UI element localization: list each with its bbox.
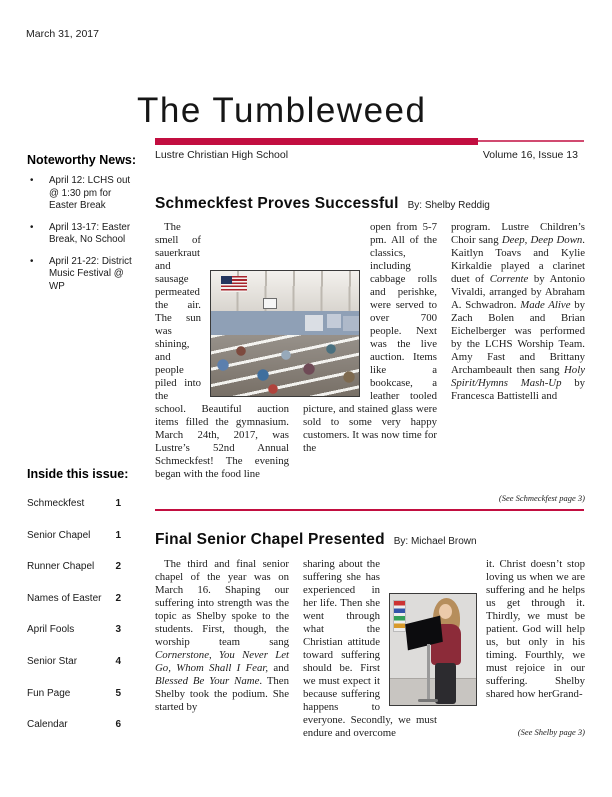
article-2-header bbox=[155, 531, 595, 549]
toc-page-number: 2 bbox=[115, 561, 121, 573]
article-1-column-2-text: open from 5-7 pm. All of the classics, including cabbage rolls and perishke, were served to over 700 people. Next was the live auction. Items like a bookcase, a leather tooled picture, and stained glass were sold to some very happy customers. It was now time for the bbox=[303, 221, 437, 454]
toc-page-number: 4 bbox=[115, 655, 121, 667]
speaker-pants bbox=[435, 663, 456, 704]
bullet-icon: • bbox=[30, 221, 34, 233]
toc-label: Calendar bbox=[27, 719, 68, 731]
music-stand-pole bbox=[427, 644, 430, 701]
toc-item bbox=[27, 560, 121, 592]
article-1-column-3 bbox=[451, 221, 585, 403]
table-of-contents bbox=[27, 497, 121, 750]
toc-label: Senior Chapel bbox=[27, 529, 91, 541]
toc-item bbox=[27, 718, 121, 750]
toc-item bbox=[27, 529, 121, 561]
article-divider-rule bbox=[155, 509, 584, 511]
article-2-column-1 bbox=[155, 558, 289, 714]
inside-this-issue-heading: Inside this issue: bbox=[27, 467, 129, 481]
noteworthy-news-list bbox=[27, 175, 133, 302]
toc-page-number: 1 bbox=[115, 529, 121, 541]
toc-label: Names of Easter bbox=[27, 592, 102, 604]
news-item bbox=[27, 222, 133, 247]
masthead-rule-thick bbox=[155, 138, 478, 145]
basketball-backboard bbox=[263, 298, 277, 309]
toc-label: April Fools bbox=[27, 624, 75, 636]
toc-page-number: 5 bbox=[115, 687, 121, 699]
article-1-column-3-text: program. Lustre Children’s Choir sang Deep, Deep Down. Kaitlyn Toavs and Kylie Kirkaldie played a clarinet duet of Corrente by Antonio Vivaldi, arranged by Abraham A. Schwadron. Made Alive by Zach Bolen and Brian Eichelberger was performed by the LCHS Worship Team. Amy Fast and Brittany Archambeault then sang Holy Spirit/Hymns Mash-Up by Francesca Battistelli and bbox=[451, 221, 585, 402]
wall-poster bbox=[393, 600, 406, 632]
toc-page-number: 1 bbox=[115, 498, 121, 509]
toc-item bbox=[27, 623, 121, 655]
article-1-column-1-text: The smell of sauerkraut and sausage permeated the air. The sun was shining, and people piled into the school. Beautiful auction items filled the gymnasium. March 24th, 2017, was Lustre’s 52nd Annual Schmeckfest! The evening began with the food line bbox=[155, 221, 289, 480]
article-1-header bbox=[155, 195, 595, 213]
toc-page-number: 2 bbox=[115, 592, 121, 604]
toc-label: Schmeckfest bbox=[27, 498, 85, 509]
bullet-icon: • bbox=[30, 255, 34, 267]
gym-wall-quilts bbox=[211, 311, 359, 335]
bullet-icon: • bbox=[30, 175, 34, 186]
news-item bbox=[27, 175, 133, 213]
issue-date: March 31, 2017 bbox=[26, 28, 99, 40]
news-item-text: April 13-17: Easter Break, No School bbox=[49, 221, 131, 245]
toc-page-number: 3 bbox=[115, 624, 121, 636]
volume-issue: Volume 16, Issue 13 bbox=[482, 149, 578, 161]
speaker-face bbox=[439, 604, 452, 619]
banquet-crowd bbox=[211, 335, 359, 397]
senior-chapel-speaker-photo bbox=[389, 593, 477, 706]
news-item-text: April 21-22: District Music Festival @ WP bbox=[49, 255, 132, 292]
article-2-continuation-note: (See Shelby page 3) bbox=[517, 727, 585, 737]
article-1-headline: Schmeckfest Proves Successful bbox=[155, 195, 399, 212]
school-name: Lustre Christian High School bbox=[155, 149, 289, 161]
article-1-byline: By: Shelby Reddig bbox=[407, 200, 490, 211]
article-2-column-3-text: it. Christ doesn’t stop loving us when we are suffering and he helps us get through it. Thirdly, we must be patient. God will help us, but only in his timing. Fourthly, we must rejoice in our suffering. Shelby shared how herGrand- bbox=[486, 558, 585, 700]
masthead-rule-thin bbox=[478, 140, 584, 142]
music-stand-base bbox=[418, 699, 438, 702]
toc-page-number: 6 bbox=[115, 719, 121, 731]
noteworthy-news-heading: Noteworthy News: bbox=[27, 153, 137, 167]
masthead-title: The Tumbleweed bbox=[137, 91, 427, 130]
toc-label: Fun Page bbox=[27, 687, 71, 699]
toc-item bbox=[27, 497, 121, 529]
news-item-text: April 12: LCHS out @ 1:30 pm for Easter Break bbox=[49, 175, 131, 211]
american-flag bbox=[221, 276, 247, 292]
article-2-column-1-text: The third and final senior chapel of the year was on March 16. Shaping our suffering into strength was the topic as Shelby spoke to the students. First, though, the worship team sang Cornerstone, You Never Let Go, Whom Shall I Fear, and Blessed Be Your Name. Then Shelby took the podium. She started by bbox=[155, 558, 289, 713]
toc-label: Senior Star bbox=[27, 655, 78, 667]
schmeckfest-gym-photo bbox=[210, 270, 360, 397]
article-2-headline: Final Senior Chapel Presented bbox=[155, 531, 385, 548]
article-2-column-2-text: sharing about the suffering she has experienced in her life. Then she went through what the Christian attitude toward suffering should be. First we must expect it because suffering happens to everyone. Secondly, we must endure and overcome bbox=[303, 558, 437, 739]
toc-item bbox=[27, 655, 121, 687]
toc-label: Runner Chapel bbox=[27, 561, 95, 573]
toc-item bbox=[27, 592, 121, 624]
article-1-continuation-note: (See Schmeckfest page 3) bbox=[498, 493, 585, 503]
toc-item bbox=[27, 687, 121, 719]
news-item bbox=[27, 256, 133, 294]
article-2-byline: By: Michael Brown bbox=[393, 536, 477, 547]
